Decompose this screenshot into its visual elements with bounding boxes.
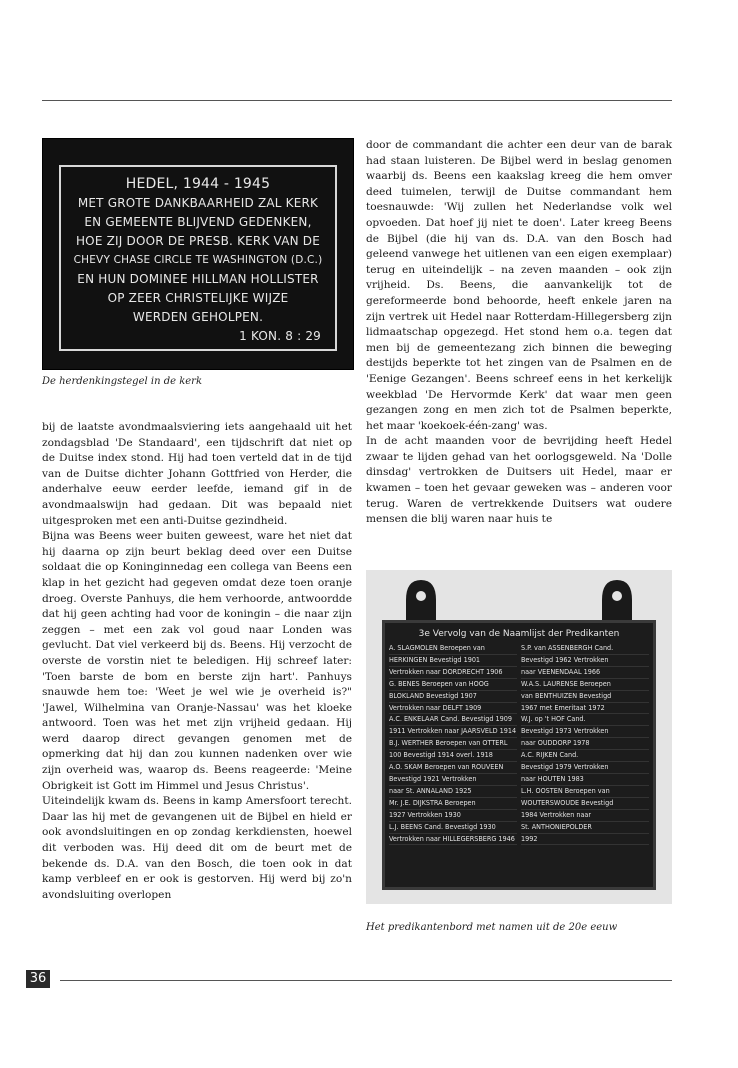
board-line: 1911 Vertrokken naar JAARSVELD 1914 [389, 726, 517, 738]
plaque-line: WERDEN GEHOLPEN. [132, 310, 264, 324]
header-rule [42, 100, 672, 101]
board-line: naar St. ANNALAND 1925 [389, 786, 517, 798]
board-line: S.P. van ASSENBERGH Cand. [521, 643, 649, 655]
board-line: 1927 Vertrokken 1930 [389, 810, 517, 822]
left-column [42, 420, 352, 903]
board-line: W.J. op 't HOF Cand. [521, 714, 649, 726]
board-line: L.H. OOSTEN Beroepen van [521, 786, 649, 798]
board-line: Vertrokken naar DELFT 1909 [389, 703, 517, 715]
board-caption: Het predikantenbord met namen uit de 20e eeuw [366, 922, 618, 933]
board-line: A.O. SKAM Beroepen van ROUVEEN [389, 762, 517, 774]
board-line: B.J. WERTHER Beroepen van OTTERL [389, 738, 517, 750]
paragraph: door de commandant die achter een deur van de barak had staan luisteren. De Bijbel werd in beslag genomen waarbij ds. Beens een kaakslag kreeg die hem omver deed tuimelen, terwijl de Duitse commandant hem toesnauwde: 'Wij zullen het Nederlandse volk wel opvoeden. Dat hoef jij niet te doen'. Later kreeg Beens de Bijbel (die hij van ds. D.A. van den Bosch had geleend vanwege het uitlenen van een eigen exemplaar) terug en uiteindelijk – na zeven maanden – ook zijn vrijheid. Ds. Beens, die aanvankelijk tot de gereformeerde bond behoorde, heeft enkele jaren na zijn vertrek uit Hedel naar Rotterdam-Hillegersberg zijn lidmaatschap opgezegd. Het stond hem o.a. tegen dat men bij de gemeentezang zich binnen die beweging destijds beperkte tot het zingen van de Psalmen en de 'Eenige Gezangen'. Beens schreef eens in het kerkelijk weekblad 'De Hervormde Kerk' dat waar men geen gezangen zong en men zich tot de Psalmen beperkte, het maar 'koekoek-één-zang' was. [366, 139, 672, 432]
paragraph: In de acht maanden voor de bevrijding heeft Hedel zwaar te lijden gehad van het oorlogsgeweld. Na 'Dolle dinsdag' vertrokken de Duitsers uit Hedel, maar er kwamen – toen het gevaar geweken was – anderen voor terug. Waren de vertrekkende Duitsers wat oudere mensen die blij waren naar huis te [366, 435, 672, 526]
board-line: A.C. RIJKEN Cand. [521, 750, 649, 762]
board-line: A.C. ENKELAAR Cand. Bevestigd 1909 [389, 714, 517, 726]
board-line: van BENTHUIZEN Bevestigd [521, 691, 649, 703]
paragraph: bij de laatste avondmaalsviering iets aangehaald uit het zondagsblad 'De Standaard', een tijdschrift dat niet op de Duitse index stond. Hij had toen verteld dat in de tijd van de Duitse dichter Johann Gottfried von Herder, die anderhalve eeuw eerder leefde, iemand gif in de avondmaalswijn had gedaan. Dit was bepaald niet uitgesproken met een anti-Duitse gezindheid. [42, 421, 352, 527]
board-line: 100 Bevestigd 1914 overl. 1918 [389, 750, 517, 762]
board-line: Bevestigd 1962 Vertrokken [521, 655, 649, 667]
plaque-line: HEDEL, 1944 - 1945 [125, 176, 271, 192]
board-line: Vertrokken naar DORDRECHT 1906 [389, 667, 517, 679]
board-line: 1992 [521, 834, 649, 846]
board-line: Mr. J.E. DIJKSTRA Beroepen [389, 798, 517, 810]
paragraph: Uiteindelijk kwam ds. Beens in kamp Amersfoort terecht. Daar las hij met de gevangenen uit de Bijbel en hield er ook avondsluitingen en op zondag kerkdiensten, hoewel dit verboden was. Hij deed dit om de beurt met de bekende ds. D.A. van den Bosch, die toen ook in dat kamp verbleef en er ook is gestorven. Hij werd bij zo'n avondsluiting overlopen [42, 795, 352, 901]
board-line: G. BENES Beroepen van HOOG [389, 679, 517, 691]
plaque-reference: 1 KON. 8 : 29 [239, 329, 321, 343]
predikanten-board-photo [366, 570, 672, 904]
board-line: naar HOUTEN 1983 [521, 774, 649, 786]
board-line: BLOKLAND Bevestigd 1907 [389, 691, 517, 703]
board-line: A. SLAGMOLEN Beroepen van [389, 643, 517, 655]
board-left-column [389, 643, 517, 845]
plaque-line: OP ZEER CHRISTELIJKE WIJZE [107, 291, 289, 305]
right-column [366, 138, 672, 528]
board-line: Bevestigd 1979 Vertrokken [521, 762, 649, 774]
footer-rule [60, 980, 672, 981]
plaque-line: EN GEMEENTE BLIJVEND GEDENKEN, [84, 215, 312, 229]
plaque-text-frame [59, 165, 337, 351]
board-right-column [521, 643, 649, 845]
board-line: WOUTERSWOUDE Bevestigd [521, 798, 649, 810]
board-columns [385, 639, 653, 845]
board-line: HERKINGEN Bevestigd 1901 [389, 655, 517, 667]
page-number: 36 [26, 970, 50, 988]
board-line: L.J. BEENS Cand. Bevestigd 1930 [389, 822, 517, 834]
board-line: naar VEENENDAAL 1966 [521, 667, 649, 679]
board-title: 3e Vervolg van de Naamlijst der Predikanten [418, 629, 620, 639]
board-line: 1984 Vertrokken naar [521, 810, 649, 822]
plaque-line: CHEVY CHASE CIRCLE TE WASHINGTON (D.C.) [73, 254, 323, 266]
plaque-caption: De herdenkingstegel in de kerk [42, 376, 203, 387]
plaque-line: HOE ZIJ DOOR DE PRESB. KERK VAN DE [75, 234, 321, 248]
board-line: 1967 met Emeritaat 1972 [521, 703, 649, 715]
plaque-photo [42, 138, 354, 370]
board-line: St. ANTHONIEPOLDER [521, 822, 649, 834]
board-line: Bevestigd 1921 Vertrokken [389, 774, 517, 786]
plaque-line: EN HUN DOMINEE HILLMAN HOLLISTER [77, 272, 319, 286]
plaque-line: MET GROTE DANKBAARHEID ZAL KERK [77, 196, 319, 210]
board-line: W.A.S. LAURENSE Beroepen [521, 679, 649, 691]
board-line: Vertrokken naar HILLEGERSBERG 1946 [389, 834, 517, 846]
paragraph: Bijna was Beens weer buiten geweest, ware het niet dat hij daarna op zijn beurt beklag deed over een Duitse soldaat die op Koninginnedag een collega van Beens een klap in het gezicht had gegeven omdat deze toen oranje droeg. Overste Panhuys, die hem verhoorde, antwoordde dat hij geen achting had voor de koningin – die naar zijn zeggen – met een zak vol goud naar Londen was gevlucht. Dat viel verkeerd bij ds. Beens. Hij verzocht de overste de vorstin niet te beledigen. Hij schreef later: 'Toen barste de bom en berste zijn hart'. Panhuys snauwde hem toe: 'Weet je wel wie je overheid is?" 'Jawel, Wilhelmina van Oranje-Nassau' was het kloeke antwoord. Toen was het met zijn vrijheid gedaan. Hij werd daarop direct gevangen genomen met de opmerking dat hij dan zou kunnen nadenken over wie zijn overheid was, waarop ds. Beens reageerde: 'Meine Obrigkeit ist Gott im Himmel und Jesus Christus'. [42, 530, 352, 792]
board-panel [382, 620, 656, 890]
board-line: Bevestigd 1973 Vertrokken [521, 726, 649, 738]
board-line: naar OUDDORP 1978 [521, 738, 649, 750]
